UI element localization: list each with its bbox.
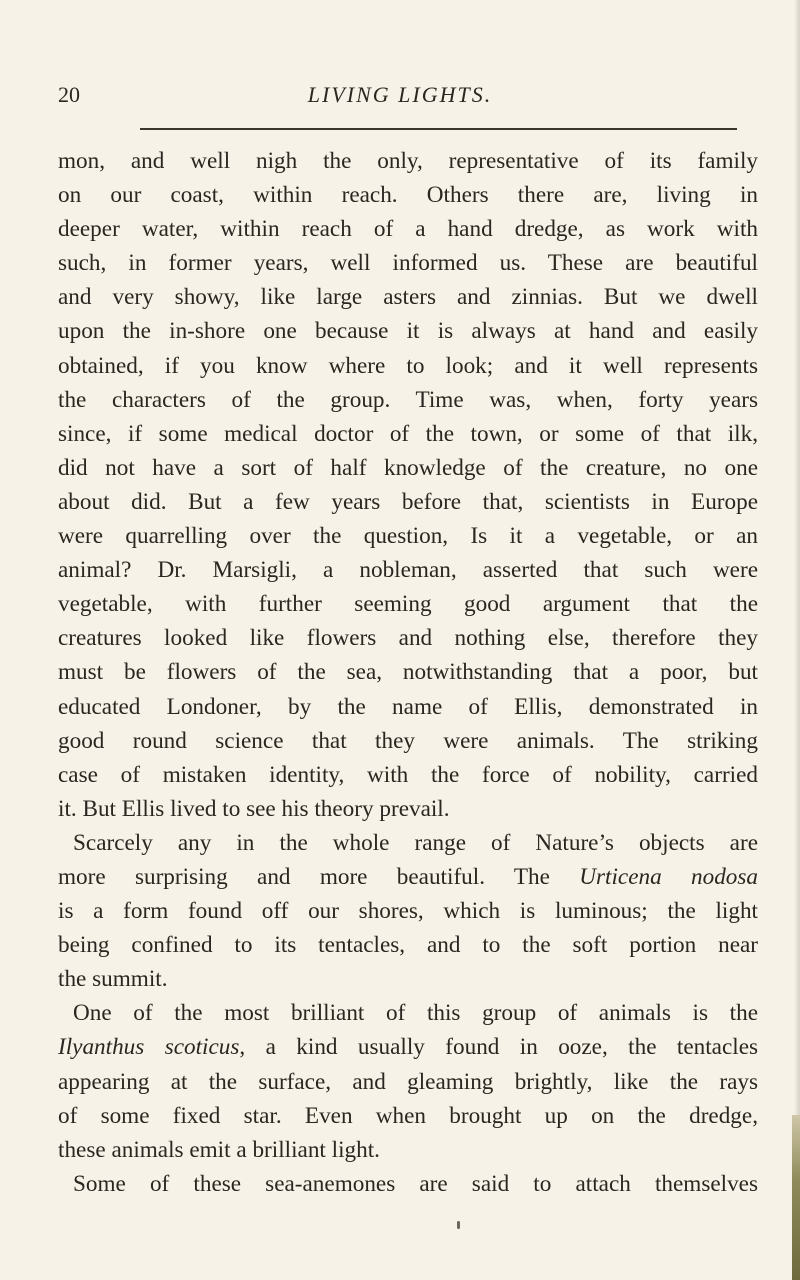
text-line: did not have a sort of half knowledge of the creature, no one xyxy=(58,454,758,481)
text-line: upon the in-shore one because it is always at hand and easily xyxy=(58,318,758,345)
text-line: case of mistaken identity, with the force of nobility, carried xyxy=(58,761,758,788)
paragraph-start-line: Scarcely any in the whole range of Nature’s objects are xyxy=(73,829,758,856)
page-number: 20 xyxy=(58,82,80,107)
text-line xyxy=(58,860,758,894)
text-line: is a form found off our shores, which is luminous; the light xyxy=(58,898,758,925)
header-rule xyxy=(140,128,737,130)
text-line: and very showy, like large asters and zinnias. But we dwell xyxy=(58,284,758,311)
text-line: the characters of the group. Time was, when, forty years xyxy=(58,386,758,413)
text-line: it. But Ellis lived to see his theory prevail. xyxy=(58,795,450,822)
species-name: Ilyanthus scoticus xyxy=(58,1034,240,1061)
paragraph-start-line: One of the most brilliant of this group of animals is the xyxy=(73,1000,758,1027)
body-text xyxy=(58,144,758,1201)
text-line: about did. But a few years before that, scientists in Europe xyxy=(58,488,758,515)
text-line: animal? Dr. Marsigli, a nobleman, asserted that such were xyxy=(58,557,758,584)
text-line: of some fixed star. Even when brought up on the dredge, xyxy=(58,1102,758,1129)
text-line: being confined to its tentacles, and to the soft portion near xyxy=(58,932,758,959)
text-line: the summit. xyxy=(58,966,168,993)
text-line: these animals emit a brilliant light. xyxy=(58,1136,380,1163)
text-line: since, if some medical doctor of the town, or some of that ilk, xyxy=(58,420,758,447)
text-line xyxy=(58,1030,758,1064)
text-line: must be flowers of the sea, notwithstanding that a poor, but xyxy=(58,659,758,686)
print-speck xyxy=(457,1221,460,1229)
text-line: appearing at the surface, and gleaming brightly, like the rays xyxy=(58,1068,758,1095)
running-head: LIVING LIGHTS. xyxy=(307,82,493,107)
text-line: on our coast, within reach. Others there are, living in xyxy=(58,182,758,209)
page-edge-shadow xyxy=(794,0,800,1280)
text-line: good round science that they were animals. The striking xyxy=(58,727,758,754)
text-line: educated Londoner, by the name of Ellis, demonstrated in xyxy=(58,693,758,720)
text-line: obtained, if you know where to look; and it well represents xyxy=(58,352,758,379)
paragraph-start-line: Some of these sea-anemones are said to attach themselves xyxy=(73,1170,758,1197)
text-line: deeper water, within reach of a hand dredge, as work with xyxy=(58,216,758,243)
text-line: such, in former years, well informed us. These are beautiful xyxy=(58,250,758,277)
species-name: Urticena nodosa xyxy=(579,863,758,890)
text-line: were quarrelling over the question, Is it a vegetable, or an xyxy=(58,523,758,550)
text-line: mon, and well nigh the only, representative of its family xyxy=(58,148,758,174)
text-run: more surprising and more beautiful. The xyxy=(58,863,550,890)
page-edge-stain xyxy=(792,1115,800,1280)
text-run: , a kind usually found in ooze, the tentacles xyxy=(239,1034,758,1061)
text-line: creatures looked like flowers and nothing else, therefore they xyxy=(58,625,758,652)
text-line: vegetable, with further seeming good argument that the xyxy=(58,591,758,618)
